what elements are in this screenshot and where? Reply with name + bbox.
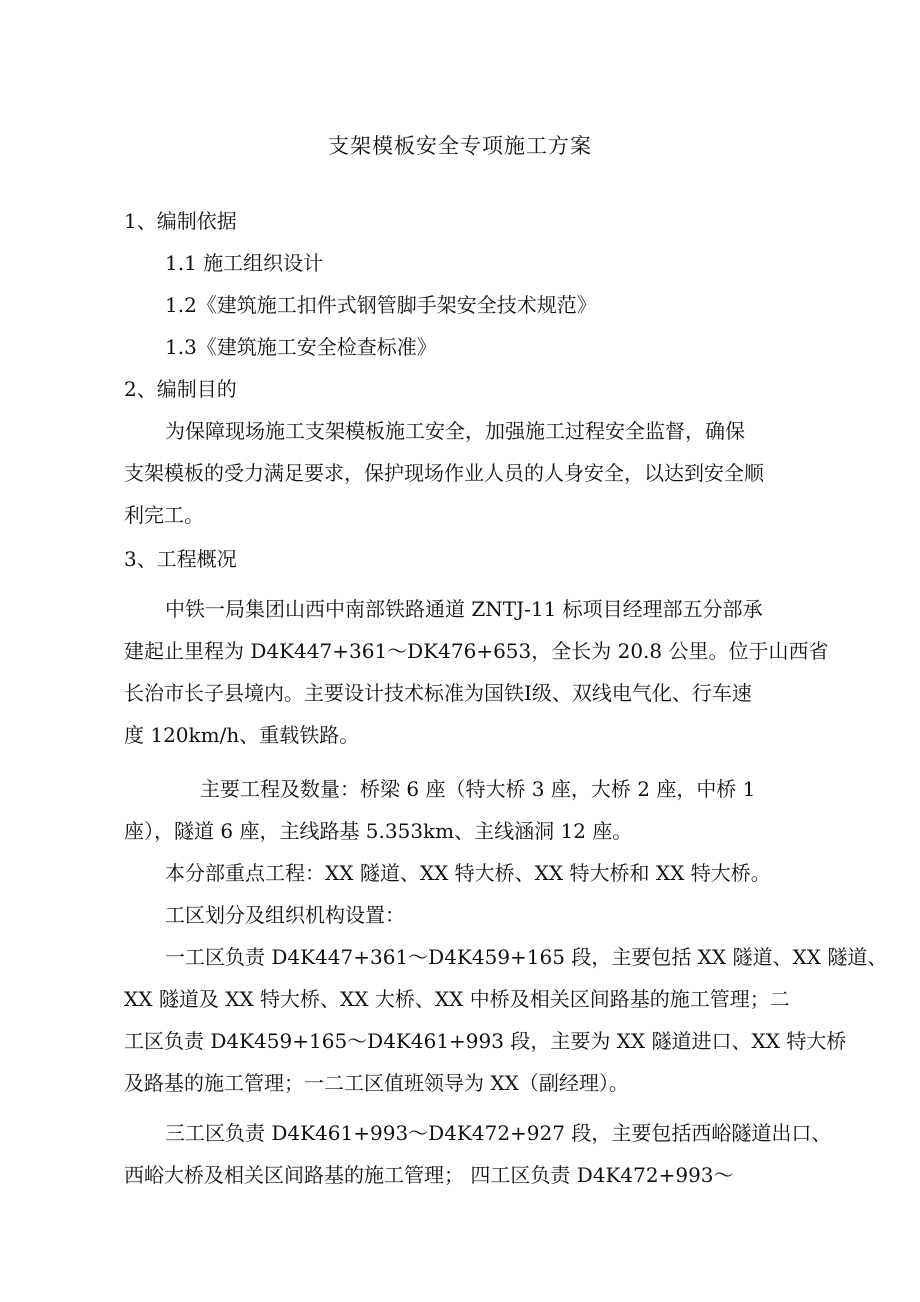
paragraph-purpose-line-3: 利完工。 <box>124 503 204 527</box>
paragraph-work-area-1-line-2: XX 隧道及 XX 特大桥、XX 大桥、XX 中桥及相关区间路基的施工管理；二 <box>124 987 790 1011</box>
paragraph-purpose-line-1: 为保障现场施工支架模板施工安全，加强施工过程安全监督，确保 <box>165 419 745 443</box>
paragraph-overview-line-4: 度 120km/h、重载铁路。 <box>124 723 360 747</box>
paragraph-quantity-line-1: 主要工程及数量：桥梁 6 座（特大桥 3 座，大桥 2 座，中桥 1 <box>200 777 756 801</box>
paragraph-work-area-1-line-4: 及路基的施工管理；一二工区值班领导为 XX（副经理）。 <box>124 1071 629 1095</box>
paragraph-work-area-1-line-3: 工区负责 D4K459+165～D4K461+993 段，主要为 XX 隧道进口、XX 特大桥 <box>124 1029 847 1053</box>
paragraph-purpose-line-2: 支架模板的受力满足要求，保护现场作业人员的人身安全，以达到安全顺 <box>124 461 764 485</box>
section-heading-2: 2、编制目的 <box>124 377 237 401</box>
list-item-1-3: 1.3《建筑施工安全检查标准》 <box>165 335 437 359</box>
paragraph-work-area-3-line-1: 三工区负责 D4K461+993～D4K472+927 段，主要包括西峪隧道出口、 <box>165 1121 832 1145</box>
list-item-1-1: 1.1 施工组织设计 <box>165 251 324 275</box>
paragraph-overview-line-1: 中铁一局集团山西中南部铁路通道 ZNTJ-11 标项目经理部五分部承 <box>165 597 763 621</box>
paragraph-work-areas-heading: 工区划分及组织机构设置： <box>165 903 405 927</box>
section-heading-1: 1、编制依据 <box>124 209 237 233</box>
list-item-1-2: 1.2《建筑施工扣件式钢管脚手架安全技术规范》 <box>165 293 597 317</box>
document-body <box>124 200 888 1196</box>
paragraph-work-area-3-line-2: 西峪大桥及相关区间路基的施工管理； 四工区负责 D4K472+993～ <box>124 1163 734 1187</box>
paragraph-quantity-line-2: 座），隧道 6 座，主线路基 5.353km、主线涵洞 12 座。 <box>124 819 633 843</box>
paragraph-overview-line-3: 长治市长子县境内。主要设计技术标准为国铁Ⅰ级、双线电气化、行车速 <box>124 681 752 705</box>
paragraph-work-area-1-line-1: 一工区负责 D4K447+361～D4K459+165 段，主要包括 XX 隧道、XX 隧道、 <box>165 945 888 969</box>
document-title: 支架模板安全专项施工方案 <box>328 134 592 158</box>
section-heading-3: 3、工程概况 <box>124 547 237 571</box>
paragraph-key-works: 本分部重点工程：XX 隧道、XX 特大桥、XX 特大桥和 XX 特大桥。 <box>165 861 771 885</box>
paragraph-overview-line-2: 建起止里程为 D4K447+361～DK476+653，全长为 20.8 公里。位于山西省 <box>124 639 829 663</box>
